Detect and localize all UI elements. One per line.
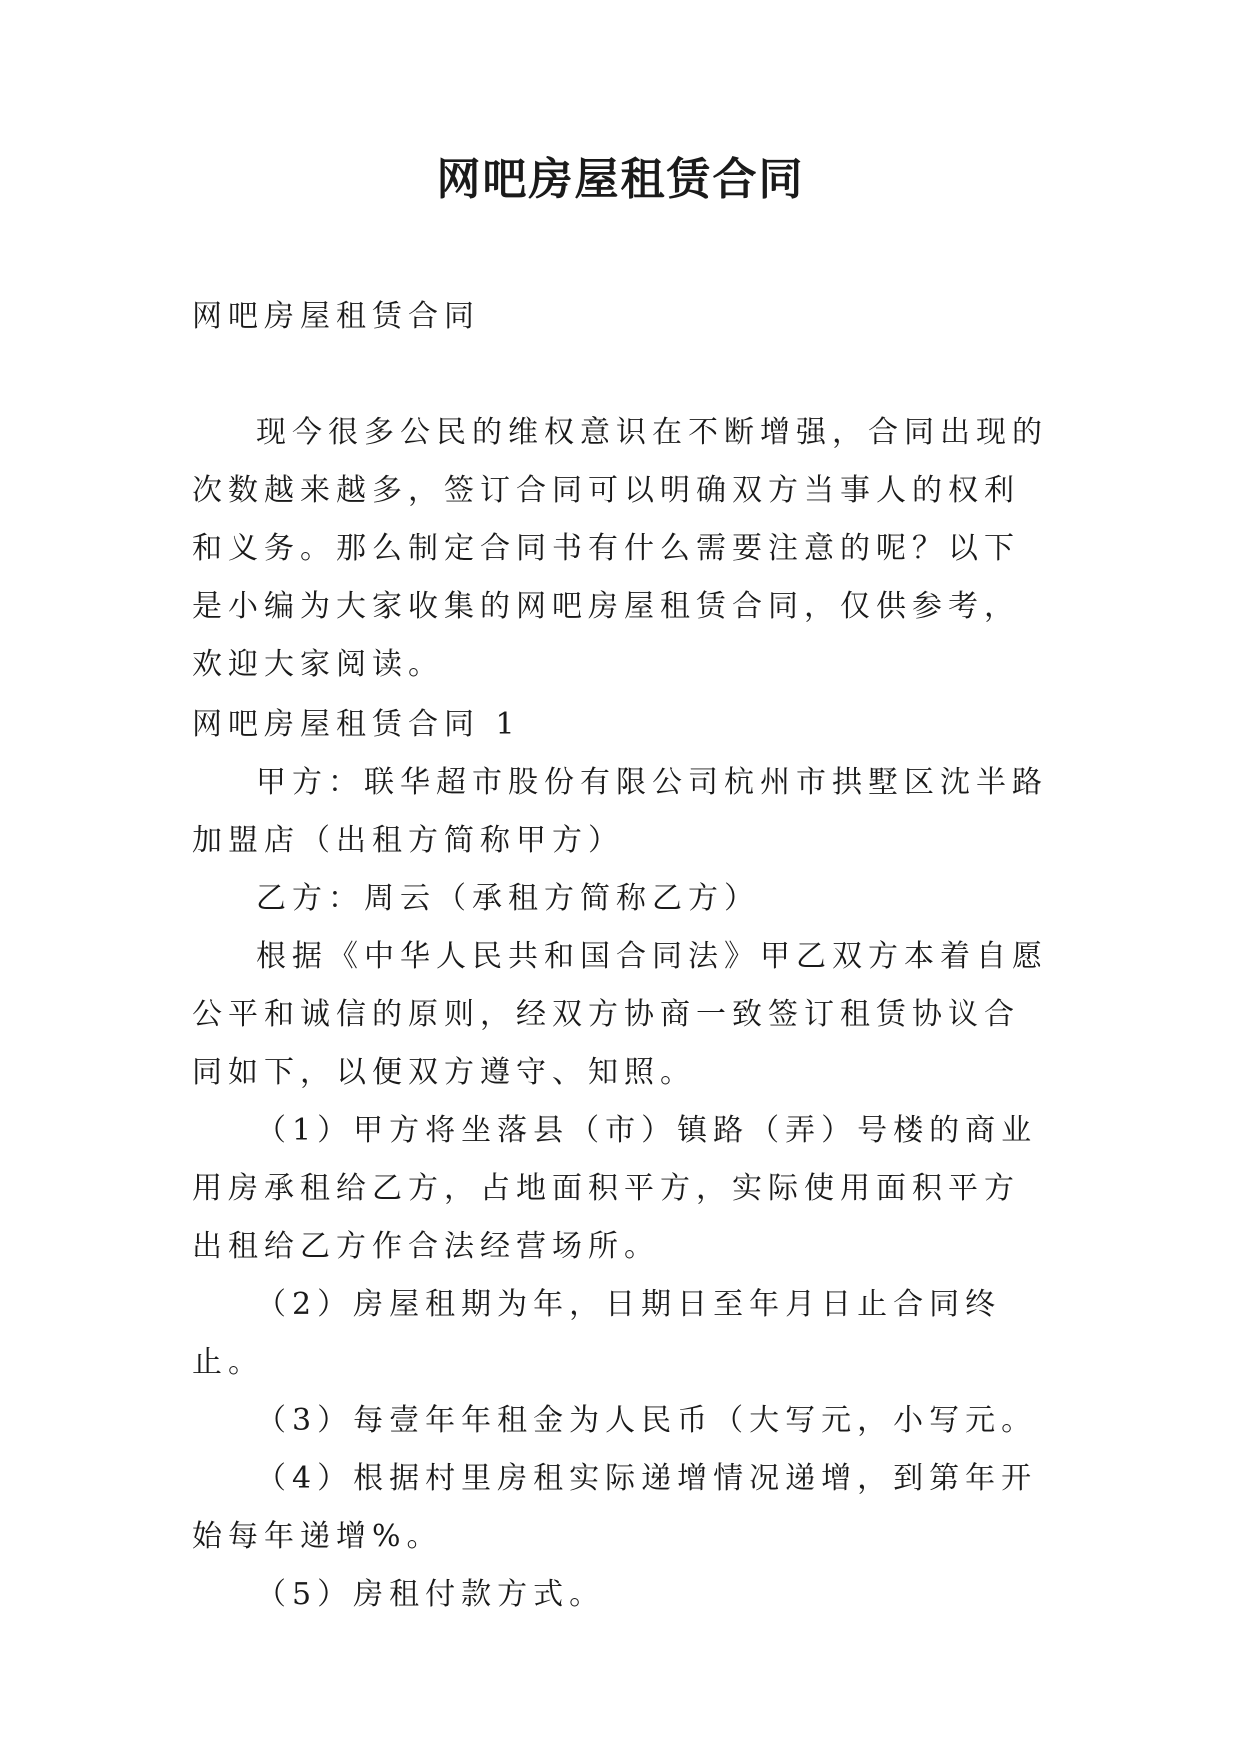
intro-block [192, 404, 1052, 694]
document-subtitle: 网吧房屋租赁合同 [192, 299, 480, 334]
basis-paragraph: 根据《中华人民共和国合同法》甲乙双方本着自愿公平和诚信的原则，经双方协商一致签订租赁协议合同如下，以便双方遵守、知照。 [192, 939, 1048, 1090]
intro-paragraph: 现今很多公民的维权意识在不断增强，合同出现的次数越来越多，签订合同可以明确双方当事人的权利和义务。那么制定合同书有什么需要注意的呢？以下是小编为大家收集的网吧房屋租赁合同，仅供参考，欢迎大家阅读。 [192, 415, 1048, 682]
document-subtitle-block [192, 288, 1052, 346]
clause-5: （5）房租付款方式。 [256, 1577, 606, 1612]
clause-3: （3）每壹年年租金为人民币（大写元，小写元。 [256, 1403, 1038, 1438]
document-title: 网吧房屋租赁合同 [436, 154, 805, 205]
section-heading: 网吧房屋租赁合同 1 [192, 707, 521, 742]
clause-2: （2）房屋租期为年，日期日至年月日止合同终止。 [192, 1287, 1002, 1380]
party-b-paragraph: 乙方：周云（承租方简称乙方） [256, 881, 760, 916]
clause-4: （4）根据村里房租实际递增情况递增，到第年开始每年递增%。 [192, 1461, 1038, 1554]
contract-body [192, 696, 1052, 1624]
party-a-paragraph: 甲方：联华超市股份有限公司杭州市拱墅区沈半路加盟店（出租方简称甲方） [192, 765, 1048, 858]
clause-1: （1）甲方将坐落县（市）镇路（弄）号楼的商业用房承租给乙方，占地面积平方，实际使用面积平方出租给乙方作合法经营场所。 [192, 1113, 1038, 1264]
